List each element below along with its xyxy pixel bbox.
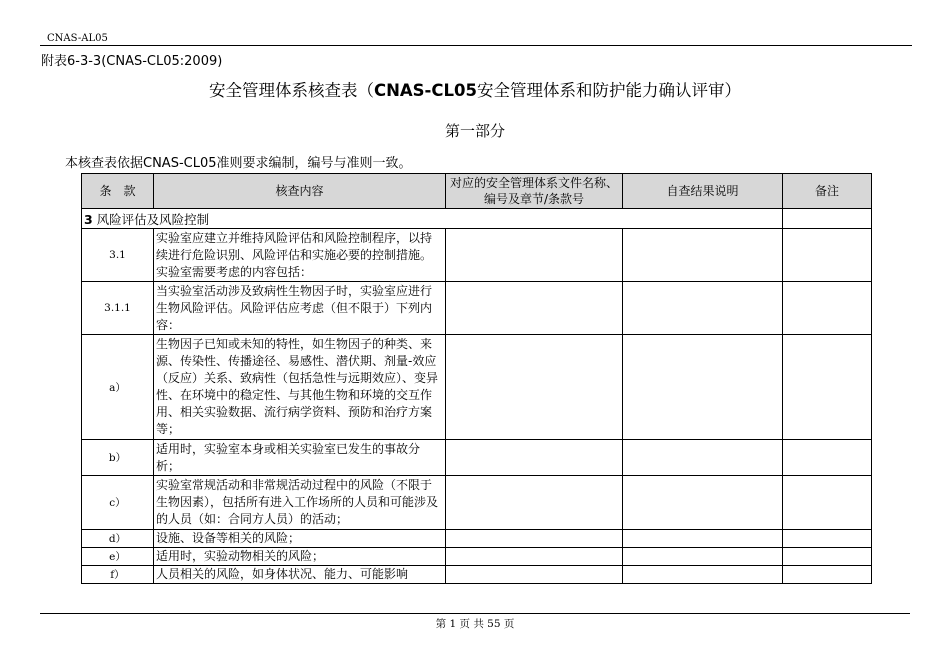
remark-cell[interactable] [783, 566, 872, 584]
content-cell: 适用时，实验室本身或相关实验室已发生的事故分析； [154, 440, 446, 476]
content-cell: 设施、设备等相关的风险； [154, 530, 446, 548]
intro-text: 本核查表依据CNAS-CL05准则要求编制，编号与准则一致。 [65, 156, 412, 171]
remark-cell[interactable] [783, 530, 872, 548]
doc-ref-cell[interactable] [446, 229, 623, 282]
remark-cell[interactable] [783, 335, 872, 440]
table-row [82, 548, 872, 566]
section-title: 风险评估及风险控制 [92, 211, 210, 227]
self-check-cell[interactable] [623, 229, 783, 282]
section-number: 3 [84, 211, 93, 227]
clause-cell: b） [82, 440, 154, 476]
table-row [82, 566, 872, 584]
doc-ref-cell[interactable] [446, 335, 623, 440]
footer-divider [40, 613, 910, 614]
table-row [82, 229, 872, 282]
header-divider [40, 45, 912, 46]
table-row [82, 530, 872, 548]
header-clause: 条 款 [82, 174, 154, 209]
remark-cell[interactable] [783, 548, 872, 566]
title-prefix: 安全管理体系核查表（ [208, 81, 374, 100]
clause-cell: a） [82, 335, 154, 440]
remark-cell[interactable] [783, 229, 872, 282]
remark-cell[interactable] [783, 282, 872, 335]
section-heading [82, 209, 783, 229]
doc-ref-cell[interactable] [446, 566, 623, 584]
clause-cell: 3.1 [82, 229, 154, 282]
doc-ref-cell[interactable] [446, 440, 623, 476]
table-row [82, 282, 872, 335]
table-row [82, 335, 872, 440]
checklist-table [81, 173, 872, 584]
self-check-cell[interactable] [623, 282, 783, 335]
table-row [82, 440, 872, 476]
page-title [0, 77, 950, 101]
clause-cell: f） [82, 566, 154, 584]
content-cell: 实验室常规活动和非常规活动过程中的风险（不限于生物因素），包括所有进入工作场所的人员和可能涉及的人员（如：合同方人员）的活动； [154, 476, 446, 530]
self-check-cell[interactable] [623, 548, 783, 566]
clause-cell: c） [82, 476, 154, 530]
self-check-cell[interactable] [623, 530, 783, 548]
page-number: 第 1 页 共 55 页 [435, 618, 515, 630]
clause-cell: d） [82, 530, 154, 548]
document-code: CNAS-AL05 [47, 33, 108, 44]
content-cell: 适用时，实验动物相关的风险； [154, 548, 446, 566]
clause-cell: e） [82, 548, 154, 566]
doc-ref-cell[interactable] [446, 282, 623, 335]
header-doc-ref: 对应的安全管理体系文件名称、编号及章节/条款号 [446, 174, 623, 209]
self-check-cell[interactable] [623, 440, 783, 476]
doc-ref-cell[interactable] [446, 548, 623, 566]
content-cell: 生物因子已知或未知的特性，如生物因子的种类、来源、传染性、传播途径、易感性、潜伏期、剂量-效应（反应）关系、致病性（包括急性与远期效应）、变异性、在环境中的稳定性、与其他生物和环境的交互作用、相关实验数据、流行病学资料、预防和治疗方案等； [154, 335, 446, 440]
self-check-cell[interactable] [623, 335, 783, 440]
section-row [82, 209, 872, 229]
self-check-cell[interactable] [623, 566, 783, 584]
header-remark: 备注 [783, 174, 872, 209]
part-title: 第一部分 [444, 122, 505, 140]
content-cell: 人员相关的风险，如身体状况、能力、可能影响 [154, 566, 446, 584]
appendix-reference: 附表6-3-3(CNAS-CL05:2009) [41, 54, 223, 69]
self-check-cell[interactable] [623, 476, 783, 530]
doc-ref-cell[interactable] [446, 476, 623, 530]
table-header-row [82, 174, 872, 209]
doc-ref-cell[interactable] [446, 530, 623, 548]
remark-cell[interactable] [783, 476, 872, 530]
content-cell: 当实验室活动涉及致病性生物因子时，实验室应进行生物风险评估。风险评估应考虑（但不限于）下列内容： [154, 282, 446, 335]
title-suffix: 安全管理体系和防护能力确认评审） [477, 81, 741, 100]
remark-cell[interactable] [783, 440, 872, 476]
section-remark-cell[interactable] [783, 209, 872, 229]
table-row [82, 476, 872, 530]
content-cell: 实验室应建立并维持风险评估和风险控制程序，以持续进行危险识别、风险评估和实施必要的控制措施。实验室需要考虑的内容包括： [154, 229, 446, 282]
clause-cell: 3.1.1 [82, 282, 154, 335]
header-content: 核查内容 [154, 174, 446, 209]
header-self-check: 自查结果说明 [623, 174, 783, 209]
title-standard-code: CNAS-CL05 [373, 81, 477, 100]
